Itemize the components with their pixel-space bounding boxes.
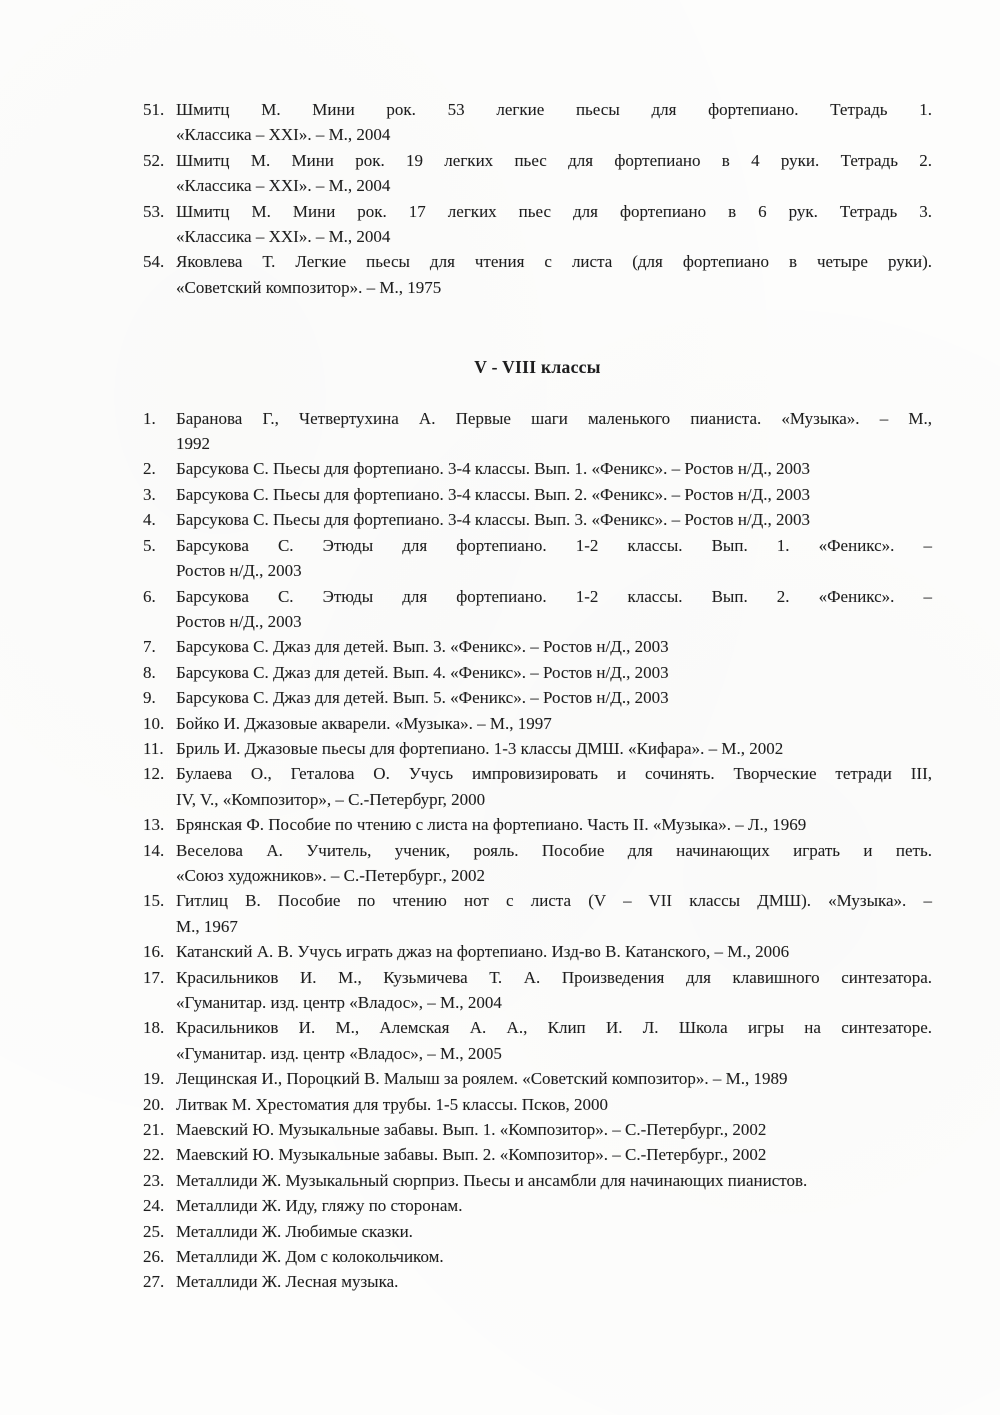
item-line: Барсукова С. Джаз для детей. Вып. 5. «Феникс». – Ростов н/Д., 2003 [176,688,669,708]
item-number: 3. [143,484,156,504]
item-number: 53. [143,201,165,221]
item-line: Литвак М. Хрестоматия для трубы. 1-5 классы. Псков, 2000 [176,1094,608,1114]
list-item [143,711,932,736]
item-number: 6. [143,586,156,606]
item-number: 16. [143,942,165,962]
item-line: Маевский Ю. Музыкальные забавы. Вып. 1. «Композитор». – С.-Петербург., 2002 [176,1120,767,1140]
item-number: 17. [143,967,165,987]
item-line: Барсукова С. Джаз для детей. Вып. 3. «Феникс». – Ростов н/Д., 2003 [176,637,669,657]
item-number: 25. [143,1221,165,1241]
item-text [176,1066,932,1091]
list-item [143,1244,932,1269]
list-item [143,812,932,837]
list-item [143,1269,932,1294]
item-line: 1992 [176,434,210,454]
item-text [176,1168,932,1193]
list-item [143,533,932,584]
list-item [143,660,932,685]
item-line: Ростов н/Д., 2003 [176,561,302,581]
item-line: IV, V., «Композитор», – С.-Петербург, 2000 [176,789,486,809]
item-line: Металлиди Ж. Дом с колокольчиком. [176,1247,444,1267]
item-number: 4. [143,510,156,530]
item-line: Шмитц М. Мини рок. 17 легких пьес для фортепиано в 6 рук. Тетрадь 3. [176,201,932,221]
item-text [176,1092,932,1117]
item-number: 13. [143,815,165,835]
item-text [176,148,932,199]
item-text [176,456,932,481]
item-line: Барсукова С. Этюды для фортепиано. 1-2 классы. Вып. 2. «Феникс». – [176,586,932,606]
list-item [143,507,932,532]
section-heading: V - VIII классы [474,357,601,378]
item-number: 11. [143,738,164,758]
item-line: Красильников И. М., Кузьмичева Т. А. Произведения для клавишного синтезатора. [176,967,932,987]
list-item [143,1193,932,1218]
item-line: Красильников И. М., Алемская А. А., Клип И. Л. Школа игры на синтезаторе. [176,1018,932,1038]
item-text [176,507,932,532]
item-line: Металлиди Ж. Лесная музыка. [176,1272,399,1292]
item-line: Барсукова С. Джаз для детей. Вып. 4. «Феникс». – Ростов н/Д., 2003 [176,662,669,682]
item-number: 22. [143,1145,165,1165]
item-line: Шмитц М. Мини рок. 53 легкие пьесы для фортепиано. Тетрадь 1. [176,100,932,119]
item-line: Катанский А. В. Учусь играть джаз на фортепиано. Изд-во В. Катанского, – М., 2006 [176,942,790,962]
list-item [143,1015,932,1066]
list-item [143,634,932,659]
item-line: Веселова А. Учитель, ученик, рояль. Пособие для начинающих играть и петь. [176,840,932,860]
item-number: 20. [143,1094,165,1114]
item-line: Гитлиц В. Пособие по чтению нот с листа (V – VII классы ДМШ). «Музыка». – [176,891,932,911]
list-item [143,761,932,812]
item-line: «Классика – XXI». – М., 2004 [176,176,391,196]
item-line: «Классика – XXI». – М., 2004 [176,227,391,247]
list-item [143,584,932,635]
item-line: Ростов н/Д., 2003 [176,611,302,631]
list-item [143,97,932,148]
item-text [176,634,932,659]
item-number: 18. [143,1018,165,1038]
list-item [143,888,932,939]
item-text [176,1142,932,1167]
list-item [143,1092,932,1117]
item-text [176,97,932,148]
item-text [176,199,932,250]
item-number: 19. [143,1069,165,1089]
item-text [176,406,932,457]
item-line: Металлиди Ж. Иду, гляжу по сторонам. [176,1196,463,1216]
list-item [143,1117,932,1142]
item-line: Лещинская И., Пороцкий В. Малыш за роялем. «Советский композитор». – М., 1989 [176,1069,788,1089]
item-text [176,838,932,889]
item-text [176,249,932,300]
item-number: 9. [143,688,156,708]
item-line: «Классика – XXI». – М., 2004 [176,125,391,145]
item-line: Барсукова С. Этюды для фортепиано. 1-2 классы. Вып. 1. «Феникс». – [176,535,932,555]
list-item [143,685,932,710]
item-text [176,1269,932,1294]
item-number: 7. [143,637,156,657]
item-number: 54. [143,252,165,272]
list-item [143,456,932,481]
item-number: 21. [143,1120,165,1140]
item-text [176,965,932,1016]
item-line: «Гуманитар. изд. центр «Владос», – М., 2004 [176,993,502,1012]
item-text [176,761,932,812]
list-item [143,838,932,889]
item-number: 1. [143,408,156,428]
list-item [143,1066,932,1091]
list-item [143,199,932,250]
item-number: 8. [143,662,156,682]
item-number: 15. [143,891,165,911]
item-text [176,482,932,507]
item-text [176,736,932,761]
item-line: Яковлева Т. Легкие пьесы для чтения с листа (для фортепиано в четыре руки). [176,252,932,272]
item-line: Барсукова С. Пьесы для фортепиано. 3-4 классы. Вып. 1. «Феникс». – Ростов н/Д., 2003 [176,459,811,479]
list-item [143,482,932,507]
item-number: 12. [143,764,165,784]
item-line: Металлиди Ж. Любимые сказки. [176,1221,413,1241]
item-line: Барсукова С. Пьесы для фортепиано. 3-4 классы. Вып. 3. «Феникс». – Ростов н/Д., 2003 [176,510,811,530]
item-line: Бойко И. Джазовые акварели. «Музыка». – М., 1997 [176,713,552,733]
item-text [176,1219,932,1244]
item-line: Маевский Ю. Музыкальные забавы. Вып. 2. «Композитор». – С.-Петербург., 2002 [176,1145,767,1165]
item-line: М., 1967 [176,916,238,936]
list-item [143,939,932,964]
item-text [176,812,932,837]
bibliography-list-top [143,97,932,300]
item-text [176,1244,932,1269]
item-number: 52. [143,150,165,170]
item-line: Брянская Ф. Пособие по чтению с листа на фортепиано. Часть II. «Музыка». – Л., 1969 [176,815,807,835]
item-line: «Гуманитар. изд. центр «Владос», – М., 2005 [176,1043,502,1063]
item-number: 27. [143,1272,165,1292]
item-line: Барсукова С. Пьесы для фортепиано. 3-4 классы. Вып. 2. «Феникс». – Ростов н/Д., 2003 [176,484,811,504]
list-item [143,1219,932,1244]
item-line: Булаева О., Геталова О. Учусь импровизировать и сочинять. Творческие тетради III, [176,764,932,784]
list-item [143,406,932,457]
list-item [143,1168,932,1193]
item-number: 51. [143,100,165,119]
item-number: 2. [143,459,156,479]
item-text [176,1193,932,1218]
item-text [176,660,932,685]
item-text [176,584,932,635]
item-number: 26. [143,1247,165,1267]
item-text [176,1117,932,1142]
list-item [143,1142,932,1167]
item-text [176,1015,932,1066]
item-number: 5. [143,535,156,555]
item-text [176,685,932,710]
item-line: Шмитц М. Мини рок. 19 легких пьес для фортепиано в 4 руки. Тетрадь 2. [176,150,932,170]
item-number: 23. [143,1170,165,1190]
list-item [143,249,932,300]
item-text [176,888,932,939]
item-line: Металлиди Ж. Музыкальный сюрприз. Пьесы и ансамбли для начинающих пианистов. [176,1170,808,1190]
item-number: 14. [143,840,165,860]
item-line: Баранова Г., Четвертухина А. Первые шаги маленького пианиста. «Музыка». – М., [176,408,932,428]
item-text [176,533,932,584]
item-number: 24. [143,1196,165,1216]
item-line: «Союз художников». – С.-Петербург., 2002 [176,865,485,885]
item-number: 10. [143,713,165,733]
item-text [176,711,932,736]
item-line: Бриль И. Джазовые пьесы для фортепиано. 1-3 классы ДМШ. «Кифара». – М., 2002 [176,738,784,758]
item-line: «Советский композитор». – М., 1975 [176,277,442,297]
list-item [143,965,932,1016]
bibliography-list-main [143,406,932,1295]
list-item [143,148,932,199]
item-text [176,939,932,964]
list-item [143,736,932,761]
